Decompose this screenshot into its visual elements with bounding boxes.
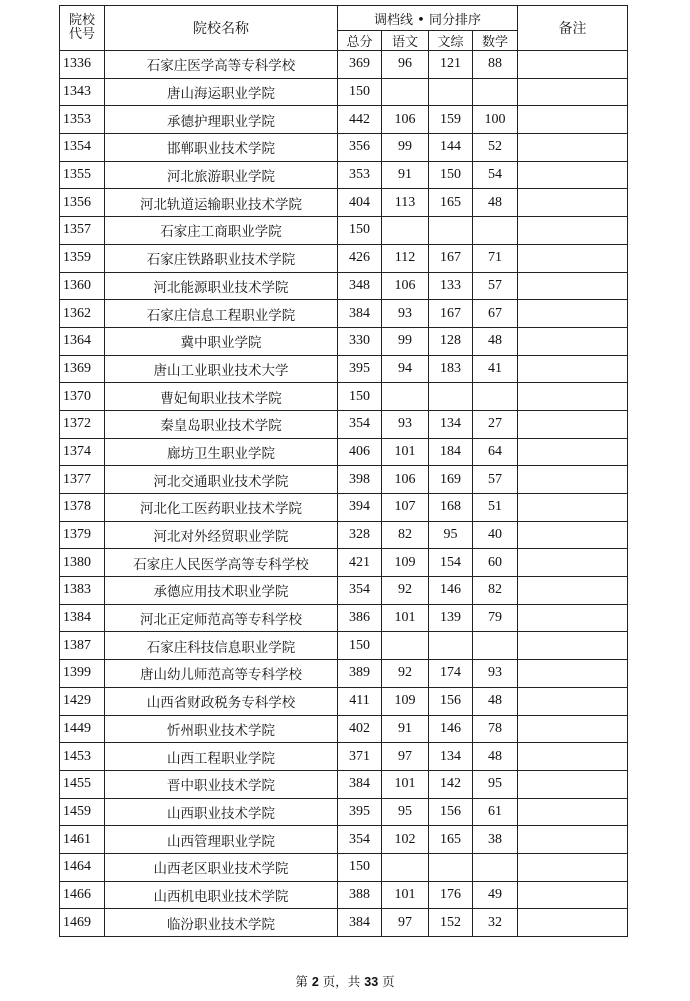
table-row: [60, 494, 628, 522]
cell-math: 57: [473, 272, 518, 300]
cell-school-code: 1461: [60, 826, 105, 854]
cell-math: 61: [473, 798, 518, 826]
cell-math: 48: [473, 189, 518, 217]
cell-note: [518, 355, 628, 383]
cell-wenzong: 95: [429, 521, 473, 549]
cell-note: [518, 604, 628, 632]
cell-total: 411: [338, 687, 382, 715]
cell-total: 384: [338, 300, 382, 328]
cell-math: 60: [473, 549, 518, 577]
cell-chinese: 109: [382, 687, 429, 715]
cell-school-code: 1378: [60, 494, 105, 522]
cell-school-name: 山西机电职业技术学院: [105, 881, 338, 909]
cell-chinese: 101: [382, 438, 429, 466]
cell-math: 32: [473, 909, 518, 937]
cell-math: 51: [473, 494, 518, 522]
cell-school-code: 1362: [60, 300, 105, 328]
cell-math: [473, 217, 518, 245]
cell-note: [518, 300, 628, 328]
cell-total: 395: [338, 355, 382, 383]
table-row: [60, 410, 628, 438]
cell-total: 395: [338, 798, 382, 826]
cell-school-code: 1370: [60, 383, 105, 411]
header-total: 总分: [338, 31, 382, 51]
cell-total: 384: [338, 770, 382, 798]
cell-note: [518, 161, 628, 189]
footer-suffix: 页: [382, 974, 395, 989]
cell-total: 442: [338, 106, 382, 134]
cell-note: [518, 134, 628, 162]
cell-chinese: 92: [382, 660, 429, 688]
cell-math: [473, 78, 518, 106]
cell-math: 52: [473, 134, 518, 162]
cell-wenzong: 134: [429, 743, 473, 771]
table-row: [60, 853, 628, 881]
cell-total: 354: [338, 410, 382, 438]
cell-note: [518, 78, 628, 106]
cell-chinese: 99: [382, 134, 429, 162]
table-row: [60, 881, 628, 909]
cell-school-code: 1455: [60, 770, 105, 798]
cell-math: 41: [473, 355, 518, 383]
cell-note: [518, 909, 628, 937]
cell-school-name: 冀中职业学院: [105, 327, 338, 355]
cell-note: [518, 521, 628, 549]
header-wenzong: 文综: [429, 31, 473, 51]
cell-school-name: 廊坊卫生职业学院: [105, 438, 338, 466]
cell-chinese: 97: [382, 909, 429, 937]
cell-wenzong: 167: [429, 244, 473, 272]
cell-school-name: 河北交通职业技术学院: [105, 466, 338, 494]
cell-school-code: 1377: [60, 466, 105, 494]
table-row: [60, 466, 628, 494]
cell-chinese: 101: [382, 770, 429, 798]
table-row: [60, 660, 628, 688]
cell-math: [473, 383, 518, 411]
cell-wenzong: 133: [429, 272, 473, 300]
cell-math: 88: [473, 51, 518, 79]
cell-school-code: 1466: [60, 881, 105, 909]
table-row: [60, 300, 628, 328]
cell-wenzong: [429, 853, 473, 881]
cell-school-name: 山西管理职业学院: [105, 826, 338, 854]
cell-school-name: 山西工程职业学院: [105, 743, 338, 771]
cell-school-name: 唐山幼儿师范高等专科学校: [105, 660, 338, 688]
table-row: [60, 217, 628, 245]
cell-wenzong: 167: [429, 300, 473, 328]
header-note: 备注: [518, 6, 628, 51]
cell-note: [518, 743, 628, 771]
cell-school-code: 1354: [60, 134, 105, 162]
cell-school-name: 石家庄铁路职业技术学院: [105, 244, 338, 272]
cell-school-name: 河北对外经贸职业学院: [105, 521, 338, 549]
table-row: [60, 604, 628, 632]
cell-school-code: 1459: [60, 798, 105, 826]
cell-school-code: 1453: [60, 743, 105, 771]
cell-school-name: 临汾职业技术学院: [105, 909, 338, 937]
cell-math: 100: [473, 106, 518, 134]
cell-wenzong: [429, 217, 473, 245]
header-school-name: 院校名称: [105, 6, 338, 51]
cell-school-code: 1336: [60, 51, 105, 79]
table-row: [60, 521, 628, 549]
cell-math: 38: [473, 826, 518, 854]
cell-math: 48: [473, 327, 518, 355]
cell-total: 150: [338, 78, 382, 106]
header-school-code-label: 院校代号: [68, 13, 95, 42]
table-row: [60, 909, 628, 937]
cell-wenzong: [429, 78, 473, 106]
footer-page-number: 2: [311, 975, 319, 989]
cell-math: 82: [473, 577, 518, 605]
cell-total: 354: [338, 577, 382, 605]
cell-note: [518, 798, 628, 826]
cell-wenzong: 146: [429, 577, 473, 605]
cell-wenzong: 165: [429, 826, 473, 854]
cell-wenzong: 150: [429, 161, 473, 189]
cell-wenzong: 176: [429, 881, 473, 909]
cell-chinese: 107: [382, 494, 429, 522]
cell-school-code: 1343: [60, 78, 105, 106]
table-row: [60, 632, 628, 660]
cell-wenzong: 154: [429, 549, 473, 577]
cell-chinese: [382, 78, 429, 106]
cell-wenzong: 168: [429, 494, 473, 522]
cell-wenzong: 139: [429, 604, 473, 632]
table-row: [60, 327, 628, 355]
cell-school-name: 石家庄工商职业学院: [105, 217, 338, 245]
footer-middle: 页，共: [322, 974, 361, 989]
cell-total: 356: [338, 134, 382, 162]
cell-wenzong: 121: [429, 51, 473, 79]
cell-chinese: 82: [382, 521, 429, 549]
cell-math: 48: [473, 687, 518, 715]
cell-school-code: 1449: [60, 715, 105, 743]
table-row: [60, 438, 628, 466]
table-header: [60, 6, 628, 51]
table-row: [60, 244, 628, 272]
cell-school-name: 石家庄医学高等专科学校: [105, 51, 338, 79]
cell-math: 79: [473, 604, 518, 632]
cell-school-name: 秦皇岛职业技术学院: [105, 410, 338, 438]
cell-total: 150: [338, 383, 382, 411]
cell-math: 48: [473, 743, 518, 771]
cell-math: [473, 853, 518, 881]
cell-school-code: 1353: [60, 106, 105, 134]
cell-chinese: 106: [382, 466, 429, 494]
cell-total: 371: [338, 743, 382, 771]
cell-school-name: 石家庄信息工程职业学院: [105, 300, 338, 328]
cell-school-code: 1387: [60, 632, 105, 660]
cell-math: 57: [473, 466, 518, 494]
cell-school-code: 1360: [60, 272, 105, 300]
cell-wenzong: 165: [429, 189, 473, 217]
cell-school-code: 1384: [60, 604, 105, 632]
header-school-code: [60, 6, 105, 51]
cell-total: 389: [338, 660, 382, 688]
cell-chinese: 96: [382, 51, 429, 79]
cell-chinese: [382, 217, 429, 245]
cell-school-name: 山西省财政税务专科学校: [105, 687, 338, 715]
cell-total: 354: [338, 826, 382, 854]
cell-chinese: 91: [382, 715, 429, 743]
cell-math: 64: [473, 438, 518, 466]
cell-total: 394: [338, 494, 382, 522]
cell-school-name: 唐山海运职业学院: [105, 78, 338, 106]
table-row: [60, 383, 628, 411]
cell-total: 384: [338, 909, 382, 937]
cell-total: 150: [338, 632, 382, 660]
cell-note: [518, 632, 628, 660]
cell-chinese: [382, 383, 429, 411]
cell-wenzong: 183: [429, 355, 473, 383]
cell-wenzong: 156: [429, 687, 473, 715]
cell-school-code: 1380: [60, 549, 105, 577]
header-score-group: 调档线 • 同分排序: [338, 6, 518, 31]
cell-chinese: 97: [382, 743, 429, 771]
cell-chinese: 91: [382, 161, 429, 189]
cell-school-code: 1469: [60, 909, 105, 937]
cell-wenzong: 159: [429, 106, 473, 134]
cell-note: [518, 410, 628, 438]
cell-note: [518, 189, 628, 217]
cell-math: 95: [473, 770, 518, 798]
cell-school-name: 河北化工医药职业技术学院: [105, 494, 338, 522]
cell-chinese: 99: [382, 327, 429, 355]
cell-total: 388: [338, 881, 382, 909]
cell-chinese: 113: [382, 189, 429, 217]
cell-chinese: [382, 632, 429, 660]
cell-math: 40: [473, 521, 518, 549]
cell-total: 348: [338, 272, 382, 300]
cell-total: 386: [338, 604, 382, 632]
table-row: [60, 189, 628, 217]
cell-wenzong: 174: [429, 660, 473, 688]
cell-note: [518, 106, 628, 134]
cell-note: [518, 327, 628, 355]
cell-chinese: 94: [382, 355, 429, 383]
cell-school-name: 邯郸职业技术学院: [105, 134, 338, 162]
cell-chinese: 106: [382, 106, 429, 134]
cell-chinese: 112: [382, 244, 429, 272]
cell-school-code: 1429: [60, 687, 105, 715]
cell-school-name: 承德护理职业学院: [105, 106, 338, 134]
cell-school-name: 河北轨道运输职业技术学院: [105, 189, 338, 217]
cell-wenzong: 152: [429, 909, 473, 937]
table-row: [60, 770, 628, 798]
cell-math: 93: [473, 660, 518, 688]
cell-math: 71: [473, 244, 518, 272]
cell-school-name: 山西职业技术学院: [105, 798, 338, 826]
cell-wenzong: 142: [429, 770, 473, 798]
cell-note: [518, 715, 628, 743]
table-row: [60, 743, 628, 771]
table-row: [60, 549, 628, 577]
cell-chinese: 101: [382, 881, 429, 909]
footer-prefix: 第: [295, 974, 308, 989]
cell-school-code: 1359: [60, 244, 105, 272]
cell-note: [518, 438, 628, 466]
cell-wenzong: 128: [429, 327, 473, 355]
cell-math: 78: [473, 715, 518, 743]
cell-school-name: 山西老区职业技术学院: [105, 853, 338, 881]
header-chinese: 语文: [382, 31, 429, 51]
header-math: 数学: [473, 31, 518, 51]
cell-note: [518, 687, 628, 715]
cell-school-code: 1357: [60, 217, 105, 245]
cell-note: [518, 577, 628, 605]
table-row: [60, 798, 628, 826]
cell-chinese: 93: [382, 410, 429, 438]
cell-math: 49: [473, 881, 518, 909]
page-footer: [0, 972, 690, 990]
cell-school-code: 1399: [60, 660, 105, 688]
table-row: [60, 826, 628, 854]
table-body: [60, 51, 628, 937]
cell-total: 353: [338, 161, 382, 189]
cell-note: [518, 217, 628, 245]
cell-math: 54: [473, 161, 518, 189]
admission-score-table: [59, 5, 628, 937]
cell-school-code: 1355: [60, 161, 105, 189]
cell-wenzong: [429, 632, 473, 660]
cell-total: 404: [338, 189, 382, 217]
cell-total: 328: [338, 521, 382, 549]
cell-chinese: 102: [382, 826, 429, 854]
table-row: [60, 577, 628, 605]
cell-school-name: 石家庄科技信息职业学院: [105, 632, 338, 660]
cell-school-name: 曹妃甸职业技术学院: [105, 383, 338, 411]
table-row: [60, 355, 628, 383]
cell-total: 150: [338, 217, 382, 245]
table-row: [60, 78, 628, 106]
cell-wenzong: 184: [429, 438, 473, 466]
cell-note: [518, 549, 628, 577]
table-row: [60, 161, 628, 189]
cell-note: [518, 51, 628, 79]
cell-wenzong: 134: [429, 410, 473, 438]
cell-chinese: 106: [382, 272, 429, 300]
cell-chinese: 101: [382, 604, 429, 632]
cell-chinese: 92: [382, 577, 429, 605]
cell-school-name: 承德应用技术职业学院: [105, 577, 338, 605]
cell-total: 369: [338, 51, 382, 79]
cell-note: [518, 383, 628, 411]
cell-school-name: 唐山工业职业技术大学: [105, 355, 338, 383]
cell-school-code: 1379: [60, 521, 105, 549]
table-row: [60, 134, 628, 162]
cell-wenzong: 169: [429, 466, 473, 494]
cell-chinese: 109: [382, 549, 429, 577]
cell-total: 426: [338, 244, 382, 272]
cell-chinese: 93: [382, 300, 429, 328]
cell-wenzong: 144: [429, 134, 473, 162]
cell-school-name: 石家庄人民医学高等专科学校: [105, 549, 338, 577]
table-row: [60, 272, 628, 300]
cell-total: 421: [338, 549, 382, 577]
cell-math: 67: [473, 300, 518, 328]
cell-school-name: 河北旅游职业学院: [105, 161, 338, 189]
cell-school-name: 忻州职业技术学院: [105, 715, 338, 743]
table-row: [60, 106, 628, 134]
cell-note: [518, 853, 628, 881]
cell-school-code: 1374: [60, 438, 105, 466]
cell-school-code: 1383: [60, 577, 105, 605]
cell-total: 398: [338, 466, 382, 494]
cell-school-code: 1369: [60, 355, 105, 383]
cell-note: [518, 272, 628, 300]
cell-total: 402: [338, 715, 382, 743]
cell-school-name: 河北正定师范高等专科学校: [105, 604, 338, 632]
cell-note: [518, 466, 628, 494]
cell-wenzong: 146: [429, 715, 473, 743]
table-row: [60, 51, 628, 79]
table-row: [60, 715, 628, 743]
cell-note: [518, 244, 628, 272]
cell-note: [518, 660, 628, 688]
cell-note: [518, 494, 628, 522]
cell-school-name: 河北能源职业技术学院: [105, 272, 338, 300]
cell-school-name: 晋中职业技术学院: [105, 770, 338, 798]
cell-math: [473, 632, 518, 660]
cell-school-code: 1372: [60, 410, 105, 438]
cell-chinese: 95: [382, 798, 429, 826]
cell-note: [518, 770, 628, 798]
cell-wenzong: 156: [429, 798, 473, 826]
cell-chinese: [382, 853, 429, 881]
cell-math: 27: [473, 410, 518, 438]
cell-school-code: 1364: [60, 327, 105, 355]
cell-note: [518, 826, 628, 854]
cell-school-code: 1464: [60, 853, 105, 881]
cell-total: 150: [338, 853, 382, 881]
table-row: [60, 687, 628, 715]
cell-school-code: 1356: [60, 189, 105, 217]
cell-total: 406: [338, 438, 382, 466]
cell-wenzong: [429, 383, 473, 411]
cell-total: 330: [338, 327, 382, 355]
cell-note: [518, 881, 628, 909]
footer-total-pages: 33: [364, 975, 379, 989]
